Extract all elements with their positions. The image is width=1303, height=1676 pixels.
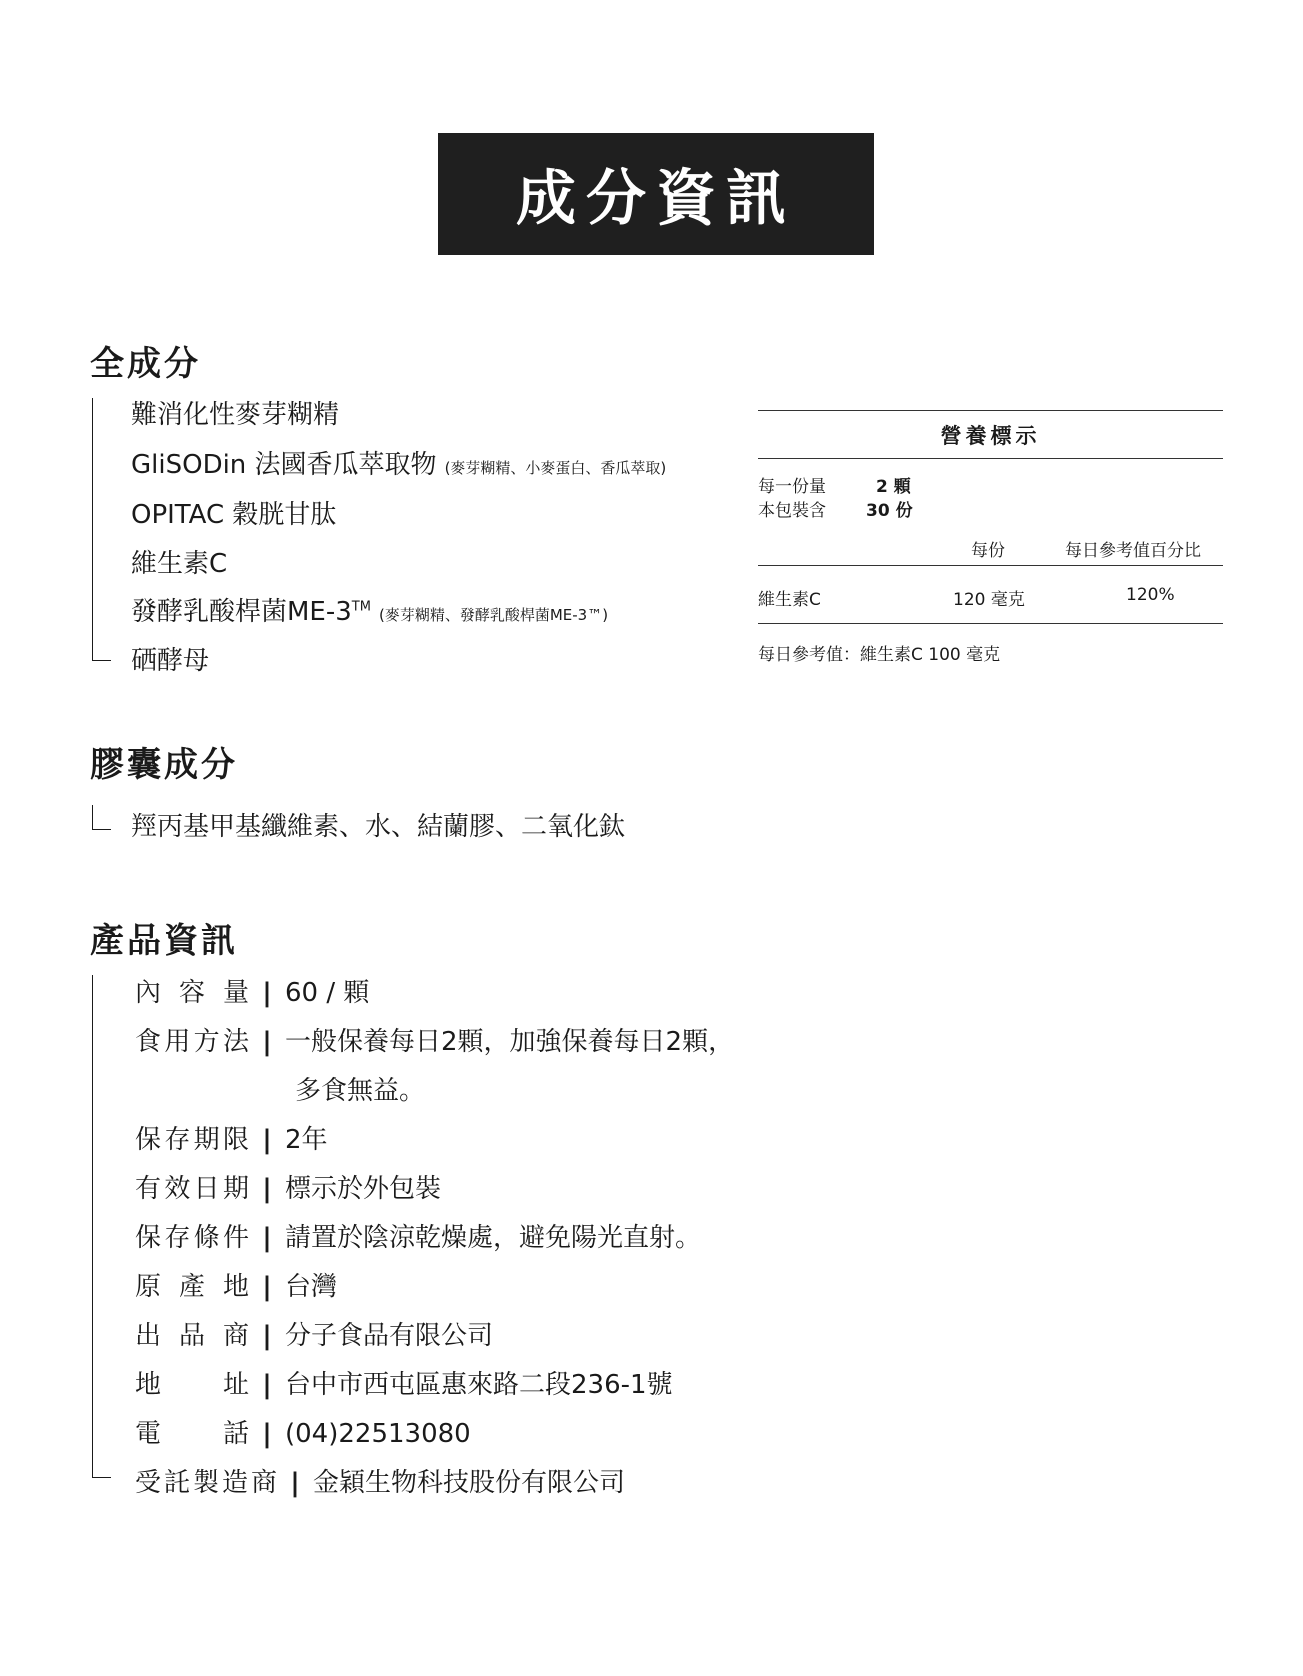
info-row-usage-continued [295, 1070, 425, 1107]
ingredient-item: 難消化性麥芽糊精 [131, 400, 340, 430]
ingredients-heading: 全成分 [90, 344, 201, 384]
separator: | [262, 978, 272, 1008]
separator: | [262, 1272, 272, 1302]
info-row-content [135, 972, 369, 1009]
capsule-bracket [92, 805, 111, 830]
info-row-storage [135, 1217, 701, 1254]
info-value: 標示於外包裝 [285, 1174, 442, 1204]
info-label: 電話 [135, 1419, 249, 1449]
banner-title: 成分資訊 [438, 133, 874, 255]
info-value: 60 / 顆 [285, 978, 370, 1008]
capsule-ingredients: 羥丙基甲基纖維素、水、結蘭膠、二氧化鈦 [131, 812, 626, 842]
info-row-address [135, 1364, 673, 1401]
ingredient-item: 維生素C [131, 549, 228, 579]
column-header-per-serving: 每份 [971, 541, 1005, 561]
info-value: 金穎生物科技股份有限公司 [313, 1468, 626, 1498]
product-heading: 產品資訊 [90, 921, 238, 961]
serving-label: 每一份量 [758, 477, 826, 497]
separator: | [262, 1027, 272, 1057]
info-value: 請置於陰涼乾燥處，避免陽光直射。 [285, 1223, 702, 1253]
nutrition-footnote: 每日參考值：維生素C 100 毫克 [758, 645, 1001, 665]
column-header-daily-value: 每日參考值百分比 [1065, 541, 1201, 561]
info-row-shelf-life [135, 1119, 328, 1156]
ingredient-note: (麥芽糊精、發酵乳酸桿菌ME-3™) [378, 606, 609, 624]
info-label: 出品商 [135, 1321, 249, 1351]
info-row-manufacturer [135, 1315, 493, 1352]
servings-value: 30 份 [866, 501, 913, 521]
separator: | [262, 1174, 272, 1204]
ingredient-item: 發酵乳酸桿菌ME-3™ (麥芽糊精、發酵乳酸桿菌ME-3™) [131, 597, 609, 627]
info-label: 受託製造商 [135, 1468, 277, 1498]
separator: | [262, 1125, 272, 1155]
info-row-phone [135, 1413, 471, 1450]
ingredient-item: 硒酵母 [131, 646, 210, 676]
info-value: 台灣 [285, 1272, 338, 1302]
info-row-expiry [135, 1168, 441, 1205]
capsule-heading: 膠囊成分 [90, 745, 238, 785]
ingredient-item: OPITAC 穀胱甘肽 [131, 500, 337, 530]
info-row-usage [135, 1021, 734, 1058]
info-label: 內容量 [135, 978, 249, 1008]
ingredient-item: GliSODin 法國香瓜萃取物 (麥芽糊精、小麥蛋白、香瓜萃取) [131, 450, 667, 480]
info-label: 地址 [135, 1370, 249, 1400]
info-value: 台中市西屯區惠來路二段236-1號 [285, 1370, 673, 1400]
info-value: 多食無益。 [295, 1076, 426, 1106]
info-value: 一般保養每日2顆，加強保養每日2顆， [285, 1027, 735, 1057]
product-bracket [92, 975, 111, 1478]
nutrition-title: 營養標示 [940, 424, 1041, 448]
trademark-mark: TM [351, 599, 371, 615]
info-label: 保存條件 [135, 1223, 249, 1253]
info-label: 原產地 [135, 1272, 249, 1302]
serving-value: 2 顆 [876, 477, 911, 497]
info-row-contract-manufacturer [135, 1462, 625, 1499]
separator: | [262, 1419, 272, 1449]
separator: | [262, 1321, 272, 1351]
servings-label: 本包裝含 [758, 501, 826, 521]
ingredient-note: (麥芽糊精、小麥蛋白、香瓜萃取) [444, 459, 667, 477]
nutrient-daily-value: 120% [1126, 585, 1175, 605]
info-label: 有效日期 [135, 1174, 249, 1204]
info-value: 2年 [285, 1125, 328, 1155]
separator: | [262, 1370, 272, 1400]
nutrient-name: 維生素C [758, 590, 821, 610]
info-label: 保存期限 [135, 1125, 249, 1155]
ingredients-bracket [92, 398, 111, 661]
info-label: 食用方法 [135, 1027, 249, 1057]
separator: | [262, 1223, 272, 1253]
separator: | [290, 1468, 300, 1498]
nutrient-per-serving: 120 毫克 [953, 590, 1025, 610]
info-value: 分子食品有限公司 [285, 1321, 494, 1351]
info-row-origin [135, 1266, 337, 1303]
info-value: (04)22513080 [285, 1419, 471, 1449]
